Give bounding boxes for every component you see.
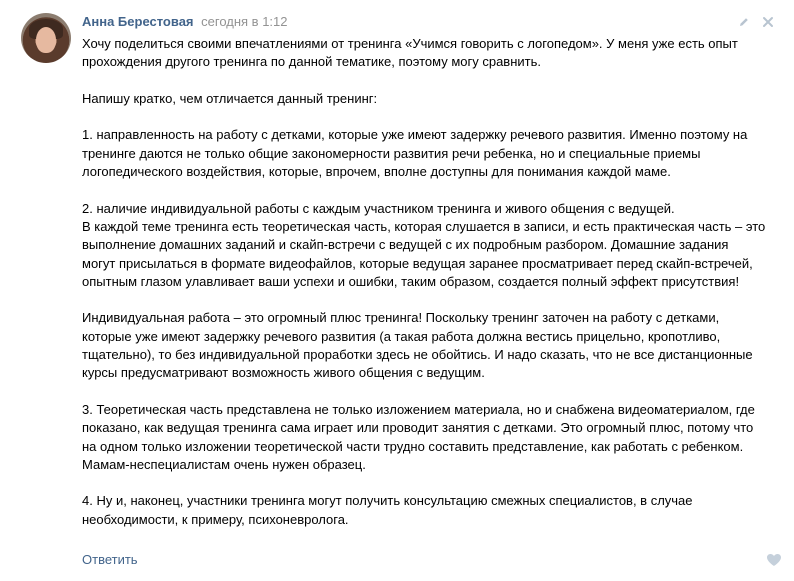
author-name[interactable]: Анна Берестовая	[82, 14, 194, 29]
avatar-face	[36, 27, 56, 53]
comment-paragraph	[82, 126, 782, 181]
comment-line: прохождения другого тренинга по данной тематике, поэтому могу сравнить.	[82, 54, 541, 70]
comment-header	[82, 13, 288, 31]
comment-line: могут присылаться в формате видеофайлов, которые ведущая заранее просматривает перед скайп-встречей,	[82, 255, 753, 271]
pencil-icon[interactable]	[738, 16, 750, 28]
comment-line: 2. наличие индивидуальной работы с каждым участником тренинга и живого общения с ведущей.	[82, 200, 675, 216]
comment-paragraph	[82, 492, 782, 529]
comment-paragraph	[82, 401, 782, 474]
avatar[interactable]	[21, 13, 71, 63]
comment-line: необходимости, к примеру, психоневролога.	[82, 511, 349, 527]
reply-link[interactable]: Ответить	[82, 552, 138, 567]
comment-line: В каждой теме тренинга есть теоретическая часть, которая слушается в записи, и есть практическая часть – это	[82, 218, 766, 234]
comment-line: тренинге даются не только общие закономерности развития речи ребенка, но и специальные приемы	[82, 145, 701, 161]
heart-icon[interactable]	[766, 553, 782, 567]
comment-line: Напишу кратко, чем отличается данный тренинг:	[82, 90, 378, 106]
comment-line: которые уже имеют задержку речевого развития (а такая работа должна вестись прицельно, кропотливо,	[82, 328, 721, 344]
close-icon[interactable]	[762, 16, 774, 28]
comment-line: логопедического воздействия, которые, впрочем, вполне доступны для понимания каждой маме.	[82, 164, 671, 180]
comment-line: выполнение домашних заданий и скайп-встречи с ведущей с их подробным разбором. Домашние задания	[82, 237, 729, 253]
comment-footer	[82, 551, 782, 569]
comment-line: 4. Ну и, наконец, участники тренинга могут получить консультацию смежных специалистов, в случае	[82, 493, 693, 509]
comment-line: Хочу поделиться своими впечатлениями от тренинга «Учимся говорить с логопедом». У меня уже есть опыт	[82, 36, 738, 51]
comment-line: тщательно), то без индивидуальной проработки здесь не обойтись. И надо сказать, что не все дистанционные	[82, 347, 753, 363]
comment-line: показано, как ведущая тренинга сама играет или проводит занятия с детками. Это огромный плюс, потому что	[82, 420, 754, 436]
comment-line: Мамам-неспециалистам очень нужен образец.	[82, 456, 366, 472]
comment-line: 3. Теоретическая часть представлена не только изложением материала, но и снабжена видеоматериалом, где	[82, 401, 755, 417]
comment-paragraph	[82, 35, 782, 72]
comment-line: курсы предусматривают возможность живого общения с ведущим.	[82, 365, 485, 381]
comment-line: 1. направленность на работу с детками, которые уже имеют задержку речевого развития. Именно поэтому на	[82, 127, 748, 143]
comment-paragraph	[82, 200, 782, 291]
comment-text	[82, 35, 782, 547]
comment-actions	[738, 13, 774, 31]
comment-paragraph	[82, 309, 782, 382]
comment-line: на одном только изложении теоретической части трудно составить представление, как работать с ребенком.	[82, 438, 744, 454]
comment-timestamp[interactable]: сегодня в 1:12	[201, 14, 288, 29]
comment-line: опытным глазом улавливает ваши успехи и ошибки, таким образом, создается полный эффект присутствия!	[82, 273, 740, 289]
comment-paragraph	[82, 90, 782, 108]
comment-line: Индивидуальная работа – это огромный плюс тренинга! Поскольку тренинг заточен на работу с детками,	[82, 310, 720, 326]
